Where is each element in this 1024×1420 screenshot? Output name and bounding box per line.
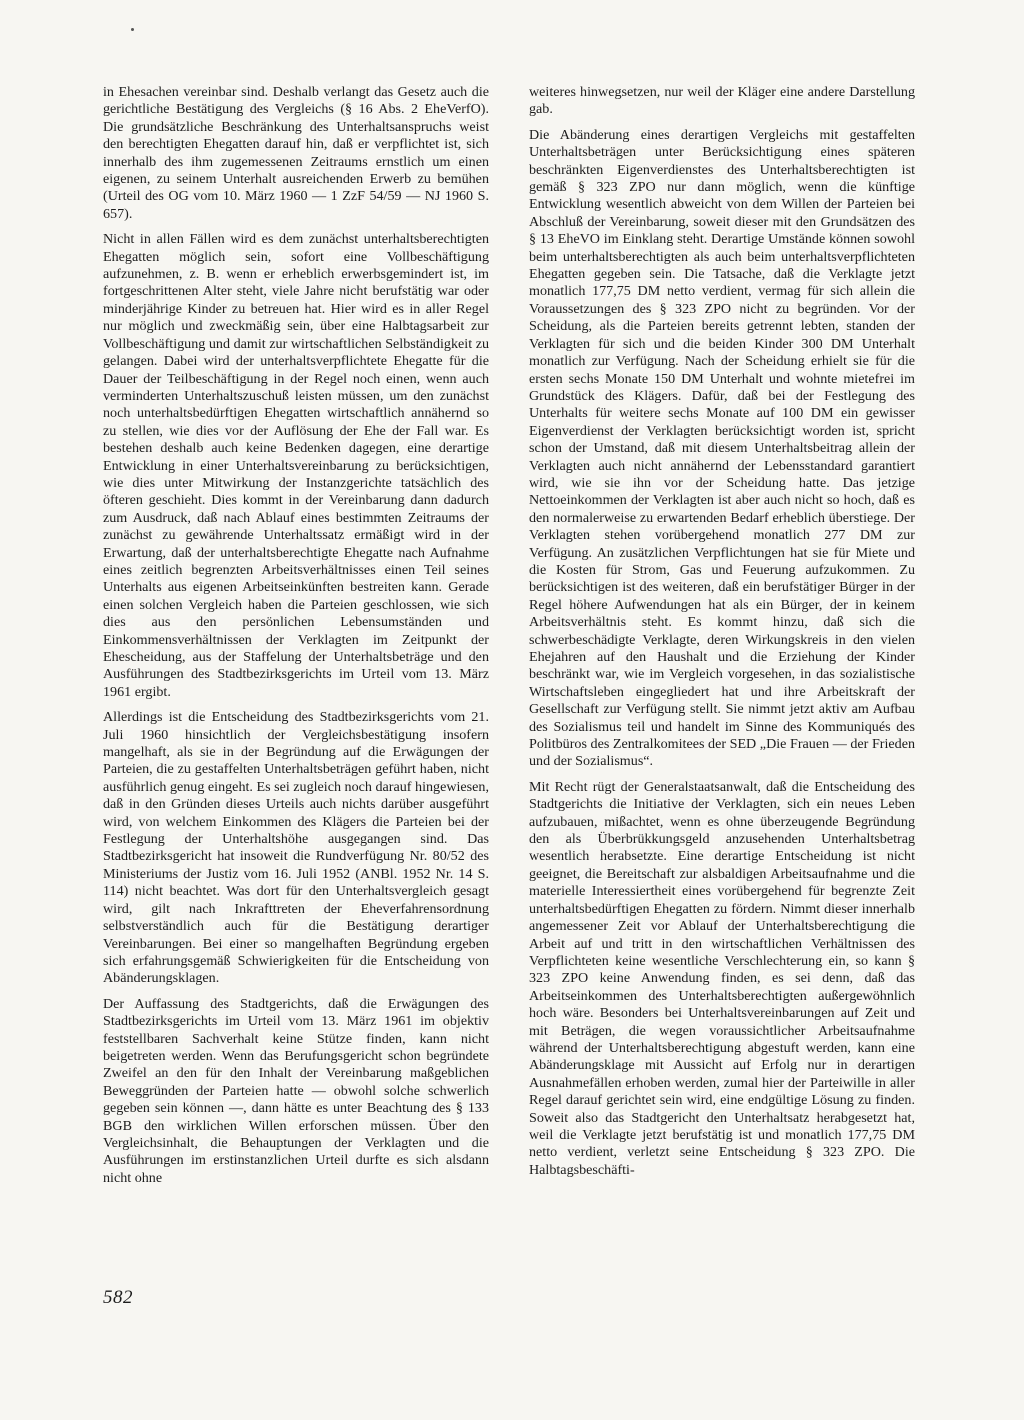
paragraph: Die Abänderung eines derartigen Vergleichs mit gestaffelten Unterhaltsbeträgen unter Berücksichtigung eines späteren beschränkten Eigenverdienstes des Unterhaltsberechtigten ist gemäß § 323 ZPO nur dann möglich, wenn die künftige Entwicklung wesentlich abweicht von dem Willen der Parteien bei Abschluß der Vereinbarung, soweit dieser mit den Grundsätzen des § 13 EheVO im Einklang steht. Derartige Umstände können sowohl beim unterhaltsberechtigten als auch beim unterhaltsverpflichteten Ehegatten gegeben sein. Die Tatsache, daß die Verklagte jetzt monatlich 177,75 DM netto verdient, vermag für sich allein die Voraussetzungen des § 323 ZPO nicht zu begründen. Vor der Scheidung, als die Parteien bereits getrennt lebten, standen der Verklagten für sich und die beiden Kinder 300 DM Unterhalt monatlich zur Verfügung. Nach der Scheidung erhielt sie für die ersten sechs Monate 150 DM Unterhalt und wohnte mietefrei im Grundstück des Klägers. Dafür, daß bei der Festlegung des Unterhalts für weitere sechs Monate auf 100 DM ein gewisser Eigenverdienst der Verklagten berücksichtigt worden ist, spricht schon der Umstand, daß mit diesem Unterhaltsbeitrag allein der Verklagten auch nicht annähernd der Lebensstandard garantiert wird, wie sie ihn vor der Scheidung hatte. Das jetzige Nettoeinkommen der Verklagten ist aber auch nicht so hoch, daß es den normalerweise zu erwartenden Bedarf erheblich überstiege. Der Verklagten stehen vorübergehend monatlich 277 DM zur Verfügung. An zusätzlichen Verpflichtungen hat sie für Miete und die Kosten für Strom, Gas und Feuerung aufzukommen. Zu berücksichtigen ist des weiteren, daß ein berufstätiger Bürger in der Regel höhere Aufwendungen hat als ein Bürger, der in keinem Arbeitsverhältnis steht. Es kommt hinzu, daß sich die schwerbeschädigte Verklagte, deren Wirkungskreis in den vielen Ehejahren auf den Haushalt und die Erziehung der Kinder beschränkt war, wie im Vergleich vorgesehen, in das sozialistische Wirtschaftsleben eingegliedert hat und ihre Arbeitskraft der Gesellschaft zur Verfügung stellt. Sie nimmt jetzt aktiv am Aufbau des Sozialismus teil und handelt im Sinne des Kommuniqués des Politbüros des Zentralkomitees der SED „Die Frauen — der Frieden und der Sozialismus“. — [529, 126, 915, 770]
page-number: 582 — [103, 1287, 133, 1308]
paragraph: in Ehesachen vereinbar sind. Deshalb verlangt das Gesetz auch die gerichtliche Bestätigung des Vergleichs (§ 16 Abs. 2 EheVerfO). Die grundsätzliche Beschränkung des Unterhaltsanspruchs weist den berechtigten Ehegatten darauf hin, daß er verpflichtet ist, sich innerhalb des ihm zugemessenen Zeitraums ernstlich um einen eigenen, zu seinem Unterhalt ausreichenden Erwerb zu bemühen (Urteil des OG vom 10. März 1960 — 1 ZzF 54/59 — NJ 1960 S. 657). — [103, 84, 489, 222]
scan-speck — [131, 28, 134, 31]
paragraph: Allerdings ist die Entscheidung des Stadtbezirksgerichts vom 21. Juli 1960 hinsichtlich der Vergleichsbestätigung insofern mangelhaft, als sie in der Begründung auf die Erwägungen der Parteien, die zu gestaffelten Unterhaltsbeträgen geführt haben, nicht ausführlich genug eingeht. Es sei zugleich noch darauf hingewiesen, daß in den Gründen dieses Urteils auch nichts darüber ausgeführt wird, von welchem Einkommen des Klägers die Parteien bei der Festlegung der Unterhaltshöhe ausgegangen sind. Das Stadtbezirksgericht hat insoweit die Rundverfügung Nr. 80/52 des Ministeriums der Justiz vom 16. Juli 1952 (ANBl. 1952 Nr. 14 S. 114) nicht beachtet. Was dort für den Unterhaltsvergleich gesagt wird, gilt nach Inkrafttreten der Eheverfahrensordnung selbstverständlich auch für die Bestätigung derartiger Vereinbarungen. Bei einer so mangelhaften Begründung ergeben sich erfahrungsgemäß Schwierigkeiten für die Entscheidung von Abänderungsklagen. — [103, 709, 489, 987]
paragraph: weiteres hinwegsetzen, nur weil der Kläger eine andere Darstellung gab. — [529, 84, 915, 118]
paragraph: Der Auffassung des Stadtgerichts, daß die Erwägungen des Stadtbezirksgerichts im Urteil vom 13. März 1961 im objektiv feststellbaren Sachverhalt keine Stütze finden, kann nicht beigetreten werden. Wenn das Berufungsgericht schon begründete Zweifel an den für den Inhalt der Vereinbarung maßgeblichen Beweggründen der Parteien hatte — obwohl solche schwerlich gegeben sein können —, dann hätte es unter Beachtung des § 133 BGB den wirklichen Willen erforschen müssen. Über den Vergleichsinhalt, die Behauptungen der Verklagten und die Ausführungen im erstinstanzlichen Urteil durfte es sich alsdann nicht ohne — [103, 995, 489, 1186]
right-column — [529, 84, 915, 1187]
left-column — [103, 84, 489, 1195]
paragraph: Mit Recht rügt der Generalstaatsanwalt, daß die Entscheidung des Stadtgerichts die Initiative der Verklagten, sich ein neues Leben aufzubauen, mißachtet, wenn es ohne überzeugende Begründung den als Überbrükkungsgeld anzusehenden Unterhaltsbetrag wesentlich herabsetzte. Eine derartige Entscheidung ist nicht geeignet, die Bereitschaft zur alsbaldigen Arbeitsaufnahme und die materielle Interessiertheit eines vorübergehend für begrenzte Zeit unterhaltsbedürftigen Ehegatten zu fördern. Nimmt dieser innerhalb angemessener Zeit vor Ablauf der Unterhaltsberechtigung die Arbeit auf und tritt in den wirtschaftlichen Verhältnissen des Verpflichteten keine wesentliche Verschlechterung ein, so kann § 323 ZPO keine Anwendung finden, es sei denn, daß das Arbeitseinkommen des Unterhaltsberechtigten außergewöhnlich hoch wäre. Besonders bei Unterhaltsvereinbarungen auf Zeit und mit Beträgen, die wegen voraussichtlicher Arbeitsaufnahme während der Unterhaltsberechtigung abgestuft werden, kann eine Abänderungsklage mit Aussicht auf Erfolg nur in derartigen Ausnahmefällen erhoben werden, zumal hier der Parteiwille in aller Regel darauf gerichtet sein wird, eine endgültige Lösung zu finden. Soweit also das Stadtgericht den Unterhaltsatz herabgesetzt hat, weil die Verklagte jetzt berufstätig ist und monatlich 177,75 DM netto verdient, verletzt seine Entscheidung § 323 ZPO. Die Halbtagsbeschäfti- — [529, 778, 915, 1178]
paragraph: Nicht in allen Fällen wird es dem zunächst unterhaltsberechtigten Ehegatten möglich sein, sofort eine Vollbeschäftigung aufzunehmen, z. B. wenn er erheblich erwerbsgemindert ist, im fortgeschrittenen Alter steht, viele Jahre nicht berufstätig war oder minderjährige Kinder zu betreuen hat. Hier wird es in aller Regel nur möglich und zweckmäßig sein, über eine Halbtagsarbeit zur Vollbeschäftigung und damit zur wirtschaftlichen Selbständigkeit zu gelangen. Dabei wird der unterhaltsverpflichtete Ehegatte für die Dauer der Teilbeschäftigung in der Regel noch einen, wenn auch verminderten Unterhaltszuschuß leisten müssen, um den zunächst noch unterhaltsbedürftigen Ehegatten wirtschaftlich annähernd so zu stellen, wie dies vor der Auflösung der Ehe der Fall war. Es bestehen deshalb auch keine Bedenken dagegen, eine derartige Entwicklung in einer Unterhaltsvereinbarung zu berücksichtigen, wie dies unter Mitwirkung der Instanzgerichte tatsächlich des öfteren geschieht. Dies kommt in der Vereinbarung dann dadurch zum Ausdruck, daß nach Ablauf eines bestimmten Zeitraums der zunächst zu gewährende Unterhaltssatz ermäßigt wird in der Erwartung, daß der unterhaltsberechtigte Ehegatte nach Aufnahme eines zeitlich begrenzten Arbeitsverhältnisses einen Teil seines Unterhalts aus eigenen Arbeitseinkünften bestreiten kann. Gerade einen solchen Vergleich haben die Parteien geschlossen, wie sich dies aus den persönlichen Lebensumständen und Einkommensverhältnissen der Verklagten im Zeitpunkt der Ehescheidung, aus der Staffelung der Unterhaltsbeträge und den Ausführungen des Stadtbezirksgerichts im Urteil vom 13. März 1961 ergibt. — [103, 231, 489, 700]
